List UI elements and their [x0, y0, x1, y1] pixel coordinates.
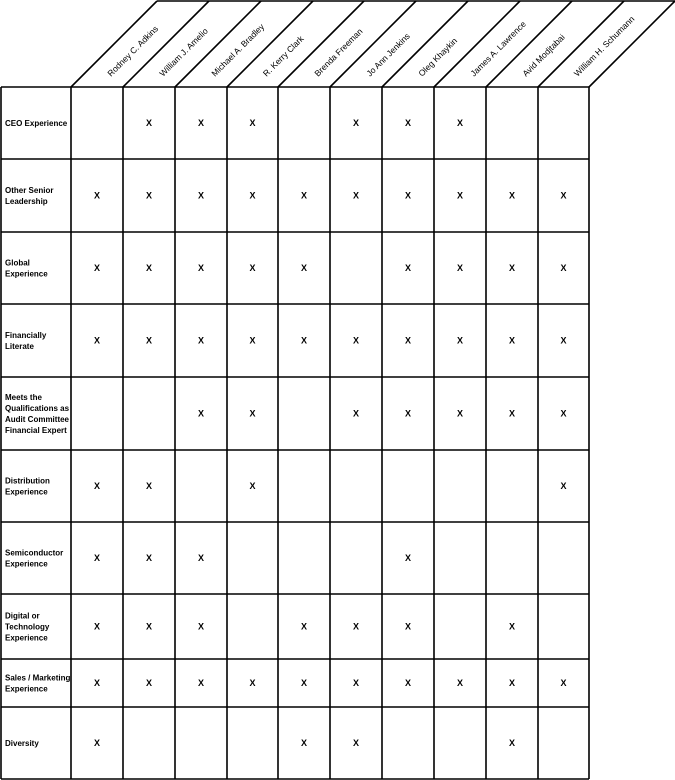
skill-mark: X	[404, 553, 412, 563]
skill-mark: X	[300, 738, 308, 748]
skill-mark: X	[197, 678, 205, 688]
skill-mark: X	[352, 678, 360, 688]
skill-mark: X	[145, 678, 153, 688]
skill-mark: X	[560, 263, 567, 273]
skill-mark: X	[456, 408, 464, 419]
director-name: Brenda Freeman	[312, 26, 365, 79]
skill-mark: X	[352, 621, 360, 632]
skill-label: Diversity	[5, 739, 39, 748]
skill-mark: X	[560, 481, 567, 491]
skill-mark: X	[145, 335, 153, 346]
skill-label: Distribution	[5, 476, 50, 486]
skill-label: Leadership	[5, 197, 48, 206]
skill-mark: X	[352, 335, 360, 346]
skill-row-labels	[5, 119, 70, 748]
skill-mark: X	[249, 190, 256, 201]
skill-mark: X	[145, 481, 153, 491]
skill-mark: X	[404, 190, 412, 201]
skill-mark: X	[197, 553, 205, 563]
skill-mark: X	[93, 678, 101, 688]
skill-mark: X	[456, 678, 464, 688]
skill-mark: X	[93, 738, 101, 748]
skill-mark: X	[352, 738, 360, 748]
skill-mark: X	[300, 678, 308, 688]
skill-label: Experience	[5, 269, 48, 279]
skill-label: Experience	[5, 684, 48, 694]
skill-mark: X	[145, 621, 153, 632]
skill-mark: X	[456, 118, 464, 128]
skill-label: Literate	[5, 342, 34, 351]
skill-mark: X	[404, 335, 412, 346]
skill-mark: X	[560, 408, 567, 419]
skill-mark: X	[560, 678, 567, 688]
skill-mark: X	[352, 408, 360, 419]
director-name: James A. Lawrence	[468, 18, 528, 79]
skill-mark: X	[93, 553, 101, 563]
skill-mark: X	[249, 678, 256, 688]
skill-mark: X	[197, 621, 205, 632]
skill-label: Sales / Marketing	[5, 673, 71, 683]
director-name: Oleg Khaykin	[416, 35, 460, 79]
director-name: Rodney C. Adkins	[105, 23, 161, 79]
skill-label: Qualifications as	[5, 404, 70, 413]
skill-mark: X	[300, 621, 308, 632]
skill-label: Semiconductor	[5, 548, 64, 558]
skill-mark: X	[93, 190, 101, 201]
skill-label: Other Senior	[5, 186, 54, 195]
skill-label: CEO Experience	[5, 119, 68, 128]
skill-mark: X	[145, 118, 153, 128]
skill-label: Financially	[5, 331, 47, 340]
skill-mark: X	[249, 408, 256, 419]
skill-label: Digital or	[5, 611, 40, 621]
skill-mark: X	[249, 481, 256, 491]
skill-mark: X	[508, 678, 516, 688]
skill-label: Financial Expert	[5, 426, 67, 435]
skill-mark: X	[456, 190, 464, 201]
skill-mark: X	[145, 190, 153, 201]
skill-mark: X	[300, 263, 308, 273]
skill-mark: X	[300, 190, 308, 201]
skill-mark: X	[352, 190, 360, 201]
skill-mark: X	[249, 335, 256, 346]
skill-mark: X	[404, 408, 412, 419]
skill-label: Experience	[5, 633, 48, 643]
skill-mark: X	[404, 263, 412, 273]
skill-mark: X	[560, 190, 567, 201]
director-name: Avid Modjtabai	[520, 32, 567, 79]
skill-mark: X	[197, 408, 205, 419]
matrix-grid	[1, 1, 675, 779]
skill-mark: X	[93, 263, 101, 273]
skill-mark: X	[145, 263, 153, 273]
skill-mark: X	[508, 263, 516, 273]
director-name: Michael A. Bradley	[209, 21, 267, 79]
director-name: R. Kerry Clark	[260, 33, 306, 79]
skill-mark: X	[197, 263, 205, 273]
skill-mark: X	[456, 335, 464, 346]
skill-mark: X	[404, 118, 412, 128]
skill-mark: X	[197, 335, 205, 346]
skill-mark: X	[508, 190, 516, 201]
skill-mark: X	[404, 621, 412, 632]
director-name: Jo Ann Jenkins	[364, 30, 412, 79]
skill-mark: X	[508, 621, 516, 632]
skill-mark: X	[197, 118, 205, 128]
skill-label: Experience	[5, 559, 48, 569]
skill-label: Global	[5, 258, 30, 268]
skill-mark: X	[352, 118, 360, 128]
skill-mark: X	[508, 335, 516, 346]
skill-label: Audit Committee	[5, 415, 69, 424]
skill-mark: X	[404, 678, 412, 688]
director-name: William J. Amelio	[157, 25, 210, 79]
skill-mark: X	[560, 335, 567, 346]
skill-label: Meets the	[5, 393, 42, 402]
skill-mark: X	[300, 335, 308, 346]
skill-mark: X	[145, 553, 153, 563]
director-name: William H. Schumann	[571, 13, 637, 79]
skill-mark: X	[93, 481, 101, 491]
skill-mark: X	[197, 190, 205, 201]
skill-mark: X	[456, 263, 464, 273]
skill-mark: X	[508, 738, 516, 748]
skill-mark: X	[249, 118, 256, 128]
skill-label: Experience	[5, 487, 48, 497]
skill-mark: X	[93, 335, 101, 346]
skill-label: Technology	[5, 622, 50, 632]
skill-mark: X	[249, 263, 256, 273]
skill-mark: X	[508, 408, 516, 419]
skill-mark: X	[93, 621, 101, 632]
